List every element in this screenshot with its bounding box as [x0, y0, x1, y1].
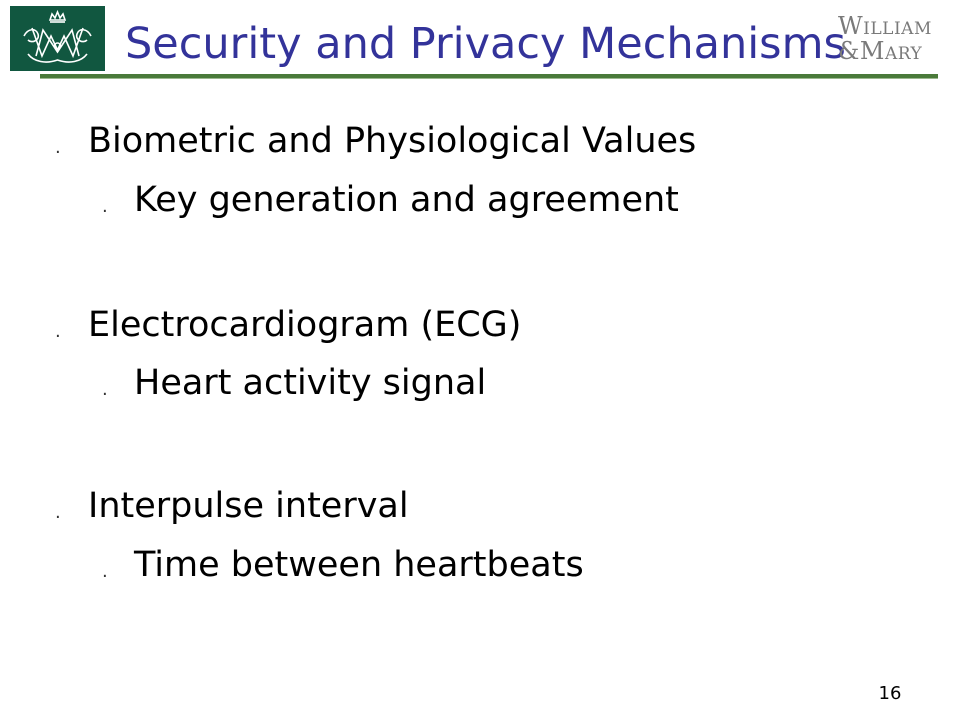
list-subitem-text: Heart activity signal [134, 363, 487, 403]
bullet-dot-icon: · [55, 326, 61, 347]
list-subitem [102, 178, 679, 222]
bullet-dot-icon: · [102, 566, 108, 587]
bullet-dot-icon: · [102, 384, 108, 405]
logo-line-2: &Mary [838, 37, 923, 65]
bullet-dot-icon: · [55, 142, 61, 163]
william-and-mary-logo-icon [838, 14, 950, 63]
list-item [55, 484, 409, 528]
list-subitem [102, 543, 584, 587]
list-subitem-text: Key generation and agreement [134, 180, 679, 220]
logo-line-1: William [838, 12, 932, 40]
bullet-dot-icon: · [55, 507, 61, 528]
cypher-crest-icon [10, 6, 105, 71]
list-item-text: Electrocardiogram (ECG) [88, 305, 522, 345]
crest-graphic [10, 6, 105, 71]
page-number: 16 [878, 683, 902, 704]
list-item [55, 303, 522, 347]
slide-title: Security and Privacy Mechanisms [125, 19, 846, 69]
list-subitem [102, 361, 487, 405]
title-underline-highlight [40, 78, 938, 79]
list-subitem-text: Time between heartbeats [134, 545, 584, 585]
list-item-text: Interpulse interval [88, 486, 409, 526]
list-item-text: Biometric and Physiological Values [88, 121, 697, 161]
bullet-dot-icon: · [102, 201, 108, 222]
list-item [55, 119, 697, 163]
